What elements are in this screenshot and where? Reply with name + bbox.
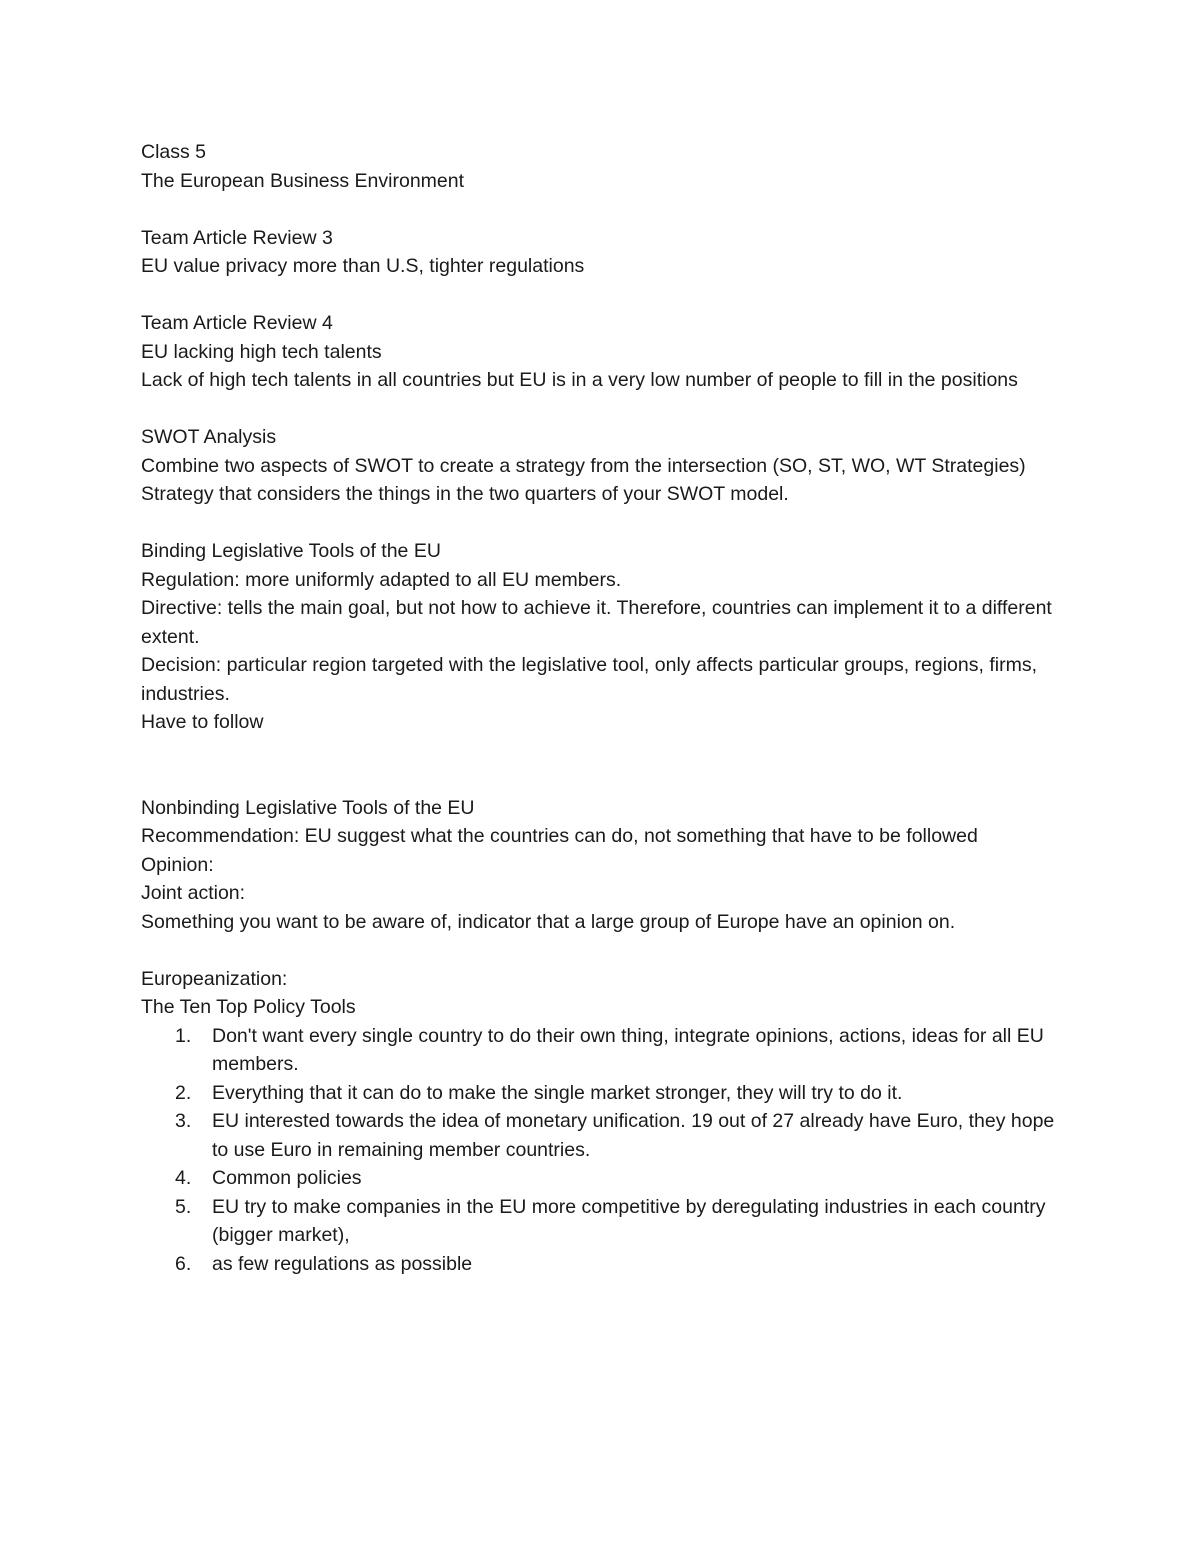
binding-line: Decision: particular region targeted with the legislative tool, only affects particular groups, regions, firms, industries. [141, 654, 1037, 705]
review3-heading: Team Article Review 3 [141, 226, 333, 249]
swot-heading: SWOT Analysis [141, 426, 277, 448]
list-number: 3. [175, 1110, 192, 1132]
list-item [141, 1079, 1071, 1108]
course-title: The European Business Environment [141, 169, 465, 192]
document-page [141, 138, 1071, 1278]
list-text: EU try to make companies in the EU more competitive by deregulating industries in each country (bigger market), [212, 1195, 1046, 1246]
list-item [141, 1193, 1071, 1250]
list-item [141, 1250, 1071, 1279]
list-text: Common policies [212, 1167, 362, 1189]
swot-line: Combine two aspects of SWOT to create a strategy from the intersection (SO, ST, WO, WT Strategies) [141, 454, 1026, 477]
list-item [141, 1164, 1071, 1193]
spacer [141, 509, 1071, 538]
spacer [141, 936, 1071, 965]
spacer [141, 281, 1071, 310]
binding-line: Directive: tells the main goal, but not how to achieve it. Therefore, countries can implement it to a different extent. [141, 597, 1052, 648]
nonbinding-line: Joint action: [141, 882, 246, 904]
review4-line: Lack of high tech talents in all countries but EU is in a very low number of people to fill in the positions [141, 369, 1018, 391]
binding-line: Regulation: more uniformly adapted to all EU members. [141, 568, 622, 591]
list-number: 1. [175, 1024, 192, 1047]
list-text: as few regulations as possible [212, 1252, 473, 1275]
nonbinding-line: Opinion: [141, 853, 214, 876]
spacer [141, 195, 1071, 224]
list-number: 5. [175, 1195, 192, 1218]
spacer [141, 395, 1071, 424]
list-number: 4. [175, 1167, 192, 1189]
nonbinding-line: Recommendation: EU suggest what the countries can do, not something that have to be followed [141, 825, 978, 847]
nonbinding-heading: Nonbinding Legislative Tools of the EU [141, 796, 475, 819]
list-number: 6. [175, 1252, 192, 1275]
binding-line: Have to follow [141, 711, 264, 733]
list-number: 2. [175, 1081, 192, 1104]
class-label: Class 5 [141, 141, 207, 163]
list-text: EU interested towards the idea of monetary unification. 19 out of 27 already have Euro, they hope to use Euro in remaining member countries. [212, 1110, 1055, 1161]
policy-tools-subheading: The Ten Top Policy Tools [141, 996, 356, 1018]
list-item [141, 1107, 1071, 1164]
review3-line: EU value privacy more than U.S, tighter regulations [141, 255, 585, 277]
nonbinding-line: Something you want to be aware of, indicator that a large group of Europe have an opinion on. [141, 910, 956, 933]
spacer [141, 737, 1071, 794]
review4-heading: Team Article Review 4 [141, 312, 333, 334]
policy-tools-list [141, 1022, 1071, 1279]
review4-line: EU lacking high tech talents [141, 340, 382, 363]
europeanization-heading: Europeanization: [141, 967, 288, 990]
swot-line: Strategy that considers the things in the two quarters of your SWOT model. [141, 483, 789, 505]
list-text: Don't want every single country to do their own thing, integrate opinions, actions, ideas for all EU members. [212, 1024, 1044, 1075]
list-item [141, 1022, 1071, 1079]
list-text: Everything that it can do to make the single market stronger, they will try to do it. [212, 1081, 903, 1104]
binding-heading: Binding Legislative Tools of the EU [141, 540, 441, 562]
